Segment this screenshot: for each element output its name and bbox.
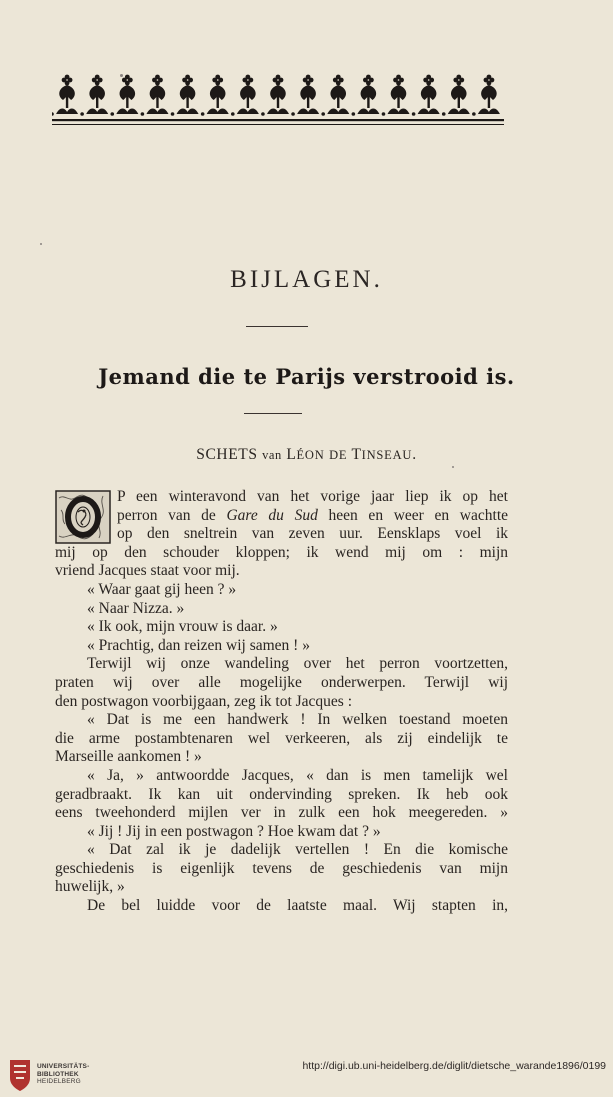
library-name-line: HEIDELBERG bbox=[37, 1078, 81, 1086]
divider-rule bbox=[244, 413, 302, 414]
text-line: « Ik ook, mijn vrouw is daar. » bbox=[87, 618, 278, 636]
text-line: « Jij ! Jij in een postwagon ? Hoe kwam dat ? » bbox=[87, 822, 381, 840]
author-first-rest: ÉON bbox=[296, 448, 325, 462]
library-name bbox=[37, 1063, 89, 1086]
ornament-rule bbox=[52, 124, 504, 125]
floral-motif-icon bbox=[442, 75, 470, 116]
text-fragment: heen en weer en wachtte bbox=[317, 506, 509, 524]
library-name-line: UNIVERSITÄTS- bbox=[37, 1063, 90, 1070]
floral-motif-icon bbox=[80, 75, 108, 116]
floral-border-ornament-icon bbox=[52, 68, 504, 130]
text-fragment: perron van de bbox=[117, 506, 227, 524]
floral-motif-icon bbox=[52, 75, 78, 116]
floral-motif-icon bbox=[382, 75, 410, 116]
floral-motif-icon bbox=[141, 75, 169, 116]
author-initial: L bbox=[286, 446, 297, 463]
text-line: P een winteravond van het vorige jaar liep ik op het bbox=[117, 488, 508, 505]
floral-motif-icon bbox=[171, 75, 199, 116]
floral-motif-icon bbox=[201, 75, 229, 116]
text-line: eens tweehonderd mijlen ver in zulk een hok meegereden. » bbox=[55, 804, 508, 822]
author-surname-initial: T bbox=[351, 446, 362, 463]
subtitle-van: van bbox=[262, 448, 282, 462]
paper-speck bbox=[452, 466, 454, 468]
text-line: « Ja, » antwoordde Jacques, « dan is men tamelijk wel bbox=[87, 766, 508, 784]
text-line: praten wij over alle mogelijke onderwerpen. Terwijl wij bbox=[55, 673, 508, 691]
floral-motif-icon bbox=[352, 75, 380, 116]
section-heading: BIJLAGEN. bbox=[230, 266, 383, 293]
station-name: Gare du Sud bbox=[226, 506, 318, 524]
author-surname-rest: INSEAU bbox=[361, 448, 413, 462]
floral-motif-icon bbox=[110, 75, 138, 116]
text-line: den postwagon voorbijgaan, zeg ik tot Jacques : bbox=[55, 692, 353, 710]
ornament-rule bbox=[52, 119, 504, 121]
floral-motif-icon bbox=[472, 75, 500, 116]
text-line: Marseille aankomen ! » bbox=[55, 748, 202, 766]
text-line: geradbraakt. Ik kan uit ondervinding spreken. Ik heb ook bbox=[55, 785, 508, 803]
text-line bbox=[55, 507, 508, 526]
subtitle-period: . bbox=[412, 446, 417, 463]
text-line: huwelijk, » bbox=[55, 878, 125, 896]
subtitle-prefix: SCHETS bbox=[196, 446, 258, 463]
library-name-line: BIBLIOTHEK bbox=[37, 1070, 79, 1078]
floral-motif-icon bbox=[412, 75, 440, 116]
text-line: De bel luidde voor de laatste maal. Wij stapten in, bbox=[87, 897, 508, 915]
text-line: mij op den schouder kloppen; ik wend mij om : mijn bbox=[55, 543, 508, 561]
author-particle: DE bbox=[329, 448, 348, 462]
text-line: geschiedenis is eigenlijk tevens de geschiedenis van mijn bbox=[55, 859, 508, 877]
text-line: « Dat is me een handwerk ! In welken toestand moeten bbox=[87, 711, 508, 729]
article-body bbox=[55, 488, 508, 916]
text-line: Terwijl wij onze wandeling over het perron voortzetten, bbox=[87, 655, 508, 673]
text-line: vriend Jacques staat voor mij. bbox=[55, 562, 240, 580]
text-line: « Dat zal ik je dadelijk vertellen ! En die komische bbox=[87, 841, 508, 859]
text-line: die arme postambtenaren wel verkeeren, als zij eindelijk te bbox=[55, 729, 508, 747]
floral-motif-icon bbox=[321, 75, 349, 116]
text-line: « Waar gaat gij heen ? » bbox=[87, 580, 237, 598]
paper-speck bbox=[120, 74, 123, 77]
floral-motif-icon bbox=[291, 75, 319, 116]
article-subtitle bbox=[0, 446, 613, 464]
article-title: Jemand die te Parijs verstrooid is. bbox=[98, 364, 515, 389]
text-line: « Prachtig, dan reizen wij samen ! » bbox=[87, 636, 310, 654]
text-line: « Naar Nizza. » bbox=[87, 599, 185, 617]
source-url-link[interactable]: http://digi.ub.uni-heidelberg.de/diglit/dietsche_warande1896/0199 bbox=[302, 1060, 606, 1072]
floral-motif-icon bbox=[231, 75, 259, 116]
library-logo-icon bbox=[8, 1058, 32, 1092]
paper-speck bbox=[40, 243, 42, 245]
floral-motif-icon bbox=[261, 75, 289, 116]
text-line: op den sneltrein van zeven uur. Eensklaps voel ik bbox=[117, 525, 508, 543]
divider-rule bbox=[246, 326, 308, 327]
